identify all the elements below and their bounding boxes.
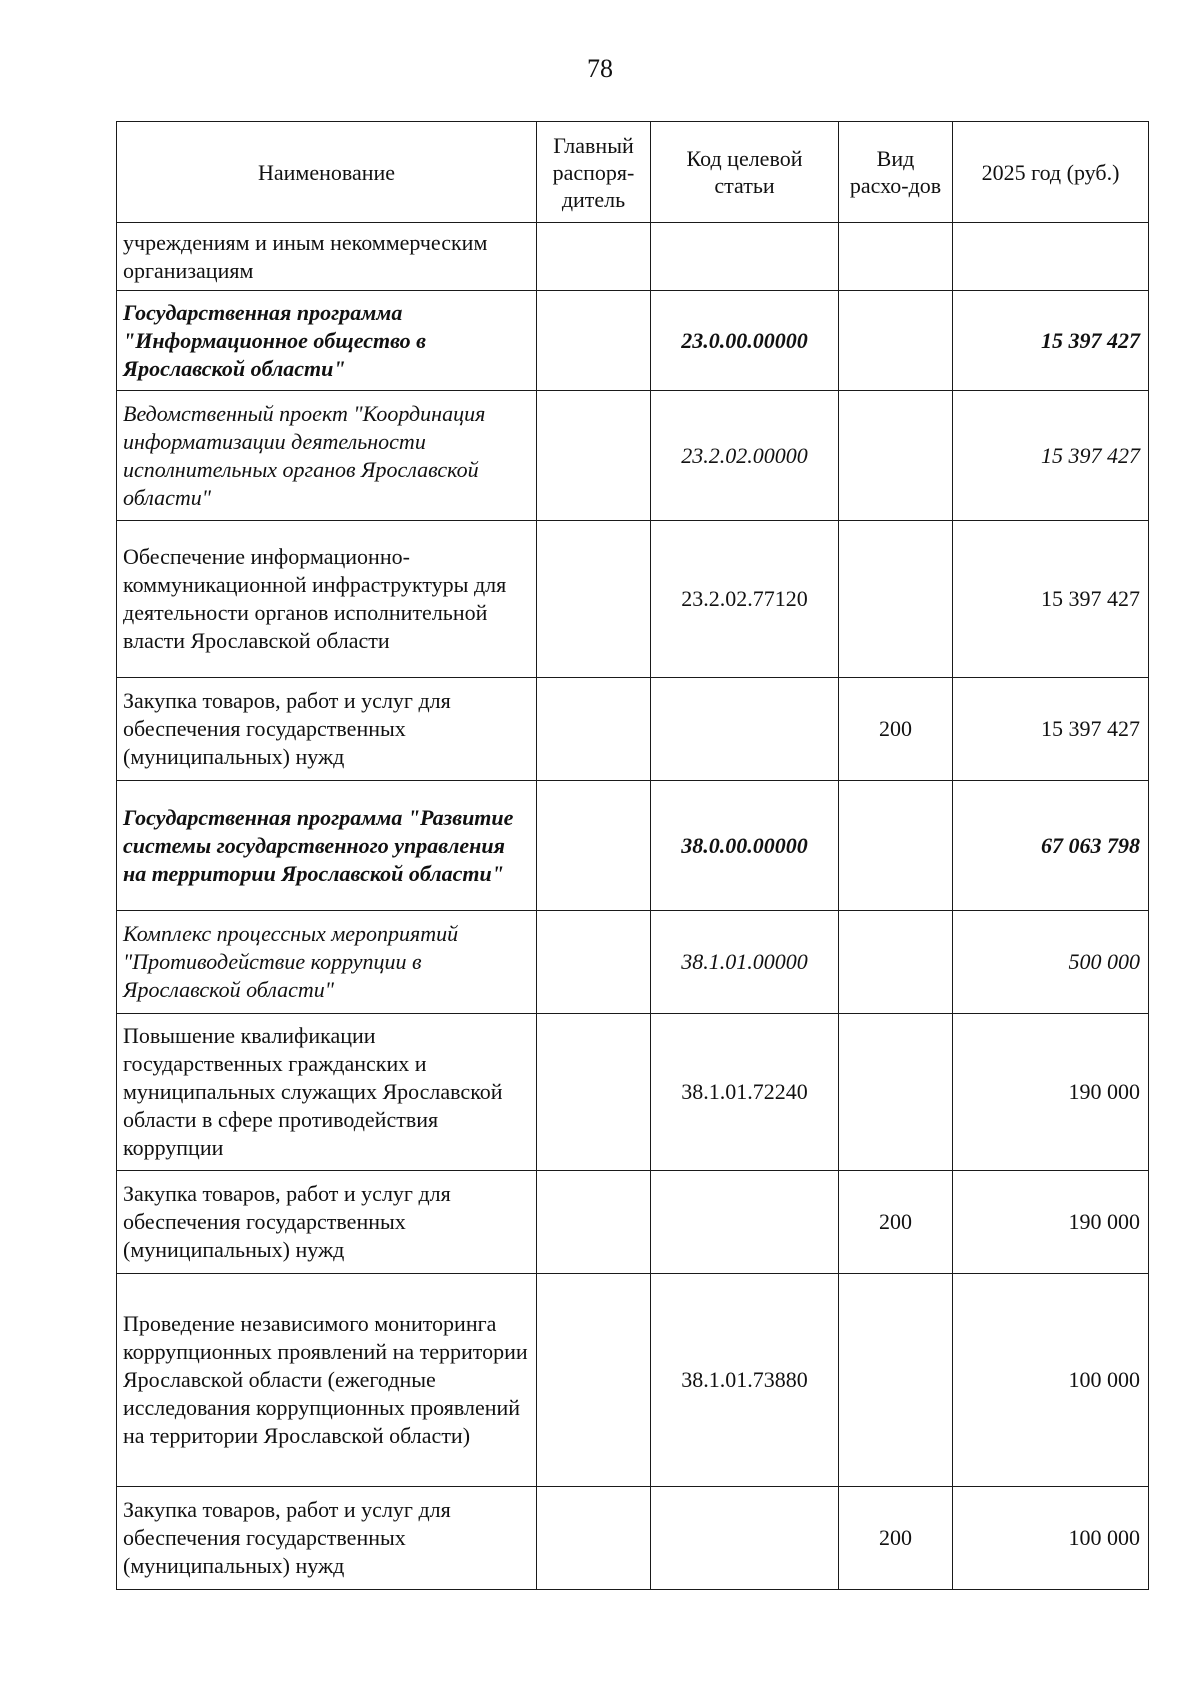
row-expense-type bbox=[839, 391, 953, 521]
row-manager bbox=[537, 1014, 651, 1171]
header-manager: Главный распоря-дитель bbox=[537, 122, 651, 223]
header-row bbox=[117, 122, 1149, 223]
row-name: Закупка товаров, работ и услуг для обеспечения государственных (муниципальных) нужд bbox=[117, 1171, 537, 1274]
row-expense-type bbox=[839, 521, 953, 678]
row-amount: 15 397 427 bbox=[953, 521, 1149, 678]
row-amount: 100 000 bbox=[953, 1487, 1149, 1590]
header-expense-type: Вид расхо-дов bbox=[839, 122, 953, 223]
row-manager bbox=[537, 521, 651, 678]
table-row-program bbox=[117, 291, 1149, 391]
row-amount: 190 000 bbox=[953, 1014, 1149, 1171]
budget-table bbox=[116, 121, 1149, 1590]
row-name: Проведение независимого мониторинга коррупционных проявлений на территории Ярославской области (ежегодные исследования коррупционных проявлений на территории Ярославской области) bbox=[117, 1274, 537, 1487]
row-expense-type bbox=[839, 781, 953, 911]
row-amount: 15 397 427 bbox=[953, 391, 1149, 521]
row-manager bbox=[537, 1274, 651, 1487]
table-row bbox=[117, 678, 1149, 781]
table-header bbox=[117, 122, 1149, 223]
table-row-project bbox=[117, 391, 1149, 521]
row-name: Комплекс процессных мероприятий "Противодействие коррупции в Ярославской области" bbox=[117, 911, 537, 1014]
table-row bbox=[117, 1274, 1149, 1487]
table-row bbox=[117, 1014, 1149, 1171]
row-expense-type bbox=[839, 1274, 953, 1487]
row-amount: 500 000 bbox=[953, 911, 1149, 1014]
row-name: Повышение квалификации государственных гражданских и муниципальных служащих Ярославской области в сфере противодействия коррупции bbox=[117, 1014, 537, 1171]
row-code: 38.1.01.00000 bbox=[651, 911, 839, 1014]
header-amount: 2025 год (руб.) bbox=[953, 122, 1149, 223]
row-code: 23.2.02.77120 bbox=[651, 521, 839, 678]
row-expense-type bbox=[839, 223, 953, 291]
row-code: 23.0.00.00000 bbox=[651, 291, 839, 391]
row-manager bbox=[537, 1171, 651, 1274]
row-amount: 67 063 798 bbox=[953, 781, 1149, 911]
row-amount bbox=[953, 223, 1149, 291]
table-body bbox=[117, 223, 1149, 1590]
row-manager bbox=[537, 911, 651, 1014]
row-manager bbox=[537, 291, 651, 391]
row-name: Обеспечение информационно-коммуникационной инфраструктуры для деятельности органов исполнительной власти Ярославской области bbox=[117, 521, 537, 678]
row-name: учреждениям и иным некоммерческим организациям bbox=[117, 223, 537, 291]
page-number: 78 bbox=[587, 54, 613, 83]
row-code: 38.1.01.73880 bbox=[651, 1274, 839, 1487]
row-code: 23.2.02.00000 bbox=[651, 391, 839, 521]
row-amount: 100 000 bbox=[953, 1274, 1149, 1487]
table-row-program bbox=[117, 781, 1149, 911]
row-code bbox=[651, 1487, 839, 1590]
row-name: Государственная программа "Развитие системы государственного управления на территории Ярославской области" bbox=[117, 781, 537, 911]
table-row bbox=[117, 521, 1149, 678]
row-manager bbox=[537, 781, 651, 911]
row-expense-type bbox=[839, 1014, 953, 1171]
row-amount: 15 397 427 bbox=[953, 291, 1149, 391]
row-amount: 15 397 427 bbox=[953, 678, 1149, 781]
row-code: 38.0.00.00000 bbox=[651, 781, 839, 911]
header-name: Наименование bbox=[117, 122, 537, 223]
row-name: Ведомственный проект "Координация информатизации деятельности исполнительных органов Ярославской области" bbox=[117, 391, 537, 521]
header-code: Код целевой статьи bbox=[651, 122, 839, 223]
table-row bbox=[117, 1171, 1149, 1274]
row-code: 38.1.01.72240 bbox=[651, 1014, 839, 1171]
row-expense-type bbox=[839, 911, 953, 1014]
table-row bbox=[117, 223, 1149, 291]
row-amount: 190 000 bbox=[953, 1171, 1149, 1274]
row-code bbox=[651, 678, 839, 781]
row-manager bbox=[537, 1487, 651, 1590]
row-manager bbox=[537, 678, 651, 781]
row-expense-type: 200 bbox=[839, 1171, 953, 1274]
row-name: Закупка товаров, работ и услуг для обеспечения государственных (муниципальных) нужд bbox=[117, 678, 537, 781]
table-row bbox=[117, 1487, 1149, 1590]
row-code bbox=[651, 1171, 839, 1274]
row-expense-type bbox=[839, 291, 953, 391]
row-expense-type: 200 bbox=[839, 678, 953, 781]
row-expense-type: 200 bbox=[839, 1487, 953, 1590]
row-code bbox=[651, 223, 839, 291]
row-manager bbox=[537, 391, 651, 521]
row-name: Закупка товаров, работ и услуг для обеспечения государственных (муниципальных) нужд bbox=[117, 1487, 537, 1590]
row-manager bbox=[537, 223, 651, 291]
table-row-project bbox=[117, 911, 1149, 1014]
row-name: Государственная программа "Информационное общество в Ярославской области" bbox=[117, 291, 537, 391]
